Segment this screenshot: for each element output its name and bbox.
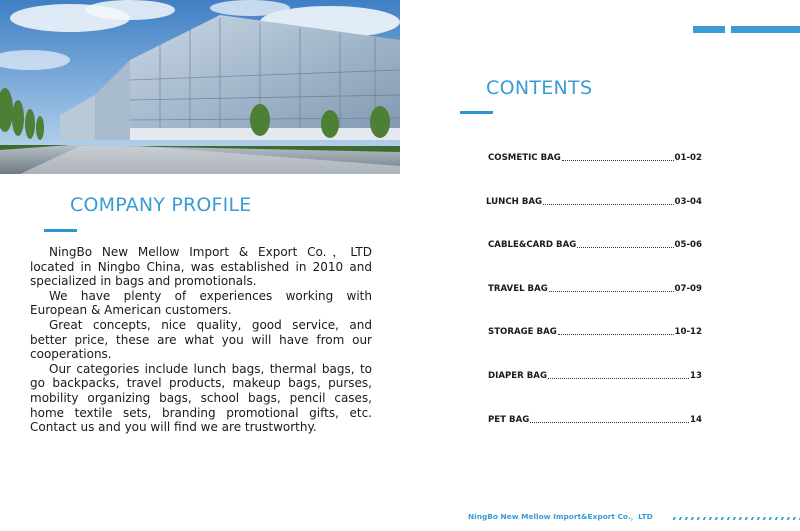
toc-leader-dots [530,422,689,423]
contents-title: CONTENTS [486,77,593,99]
toc-leader-dots [543,204,673,205]
toc-item-lunch-bag[interactable] [486,197,702,207]
table-of-contents [400,0,800,531]
toc-item-pages: 14 [690,415,702,425]
toc-item-cosmetic-bag[interactable] [488,153,702,163]
company-profile-title: COMPANY PROFILE [70,194,252,216]
toc-leader-dots [548,378,689,379]
toc-item-label: STORAGE BAG [488,327,557,337]
toc-item-label: PET BAG [488,415,530,425]
toc-item-travel-bag[interactable] [488,284,702,294]
right-page [400,0,800,531]
toc-item-pet-bag[interactable] [488,415,702,425]
profile-paragraph: Great concepts, nice quality, good service, and better price, these are what you will have from our cooperations. [30,317,372,362]
toc-item-pages: 13 [690,371,702,381]
toc-item-pages: 03-04 [674,197,702,207]
toc-item-pages: 05-06 [674,240,702,250]
toc-item-label: TRAVEL BAG [488,284,548,294]
toc-leader-dots [577,247,673,248]
toc-item-label: COSMETIC BAG [488,153,561,163]
toc-item-storage-bag[interactable] [488,327,702,337]
toc-leader-dots [562,160,674,161]
company-profile-text [30,245,372,435]
toc-item-label: LUNCH BAG [486,197,543,207]
toc-item-diaper-bag[interactable] [488,371,702,381]
profile-paragraph: Our categories include lunch bags, thermal bags, to go backpacks, travel products, makeup bags, purses, mobility organizing bags, school bags, pencil cases, home textile sets, branding promotional gifts, etc. Contact us and you will find we are trustworthy. [30,361,372,435]
toc-item-label: CABLE&CARD BAG [488,240,577,250]
toc-leader-dots [549,291,674,292]
title-underline [44,229,77,232]
profile-paragraph: NingBo New Mellow Import & Export Co.，LTD located in Ningbo China, was established in 2010 and specialized in bags and promotionals. [30,245,372,289]
footer-stripe-decoration [666,511,800,520]
toc-item-cable-card-bag[interactable] [488,240,702,250]
toc-item-pages: 01-02 [674,153,702,163]
toc-item-label: DIAPER BAG [488,371,548,381]
profile-paragraph: We have plenty of experiences working with European & American customers. [30,288,372,318]
building-image [0,0,400,174]
toc-item-pages: 10-12 [674,327,702,337]
footer-company-name: NingBo New Mellow Import&Export Co.，LTD [468,512,653,521]
company-building-photo [0,0,400,174]
toc-item-pages: 07-09 [674,284,702,294]
toc-leader-dots [558,334,674,335]
